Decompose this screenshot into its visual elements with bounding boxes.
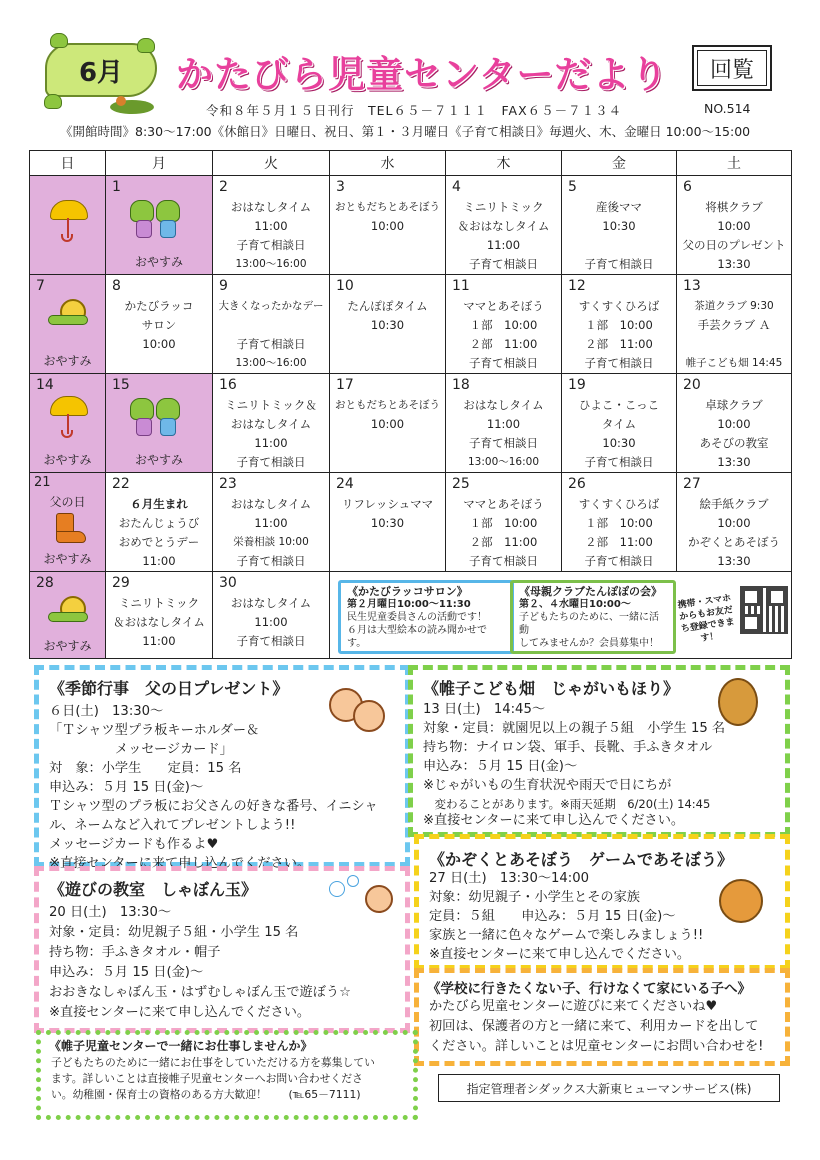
event-line: 13:30 [717, 554, 751, 568]
event-line: 10:00 [370, 219, 405, 233]
event-line: 子育て相談日 [469, 436, 538, 450]
section-potato [408, 665, 790, 837]
event-line: 10:00 [370, 417, 405, 431]
event-line: ２部 11:00 [585, 337, 653, 351]
event-line: １部 10:00 [469, 318, 538, 332]
event-line: 子育て相談日 [469, 356, 538, 370]
event-line: ＆おはなしタイム [457, 219, 550, 233]
section-title: 《帷子児童センターで一緒にお仕事しませんか》 [49, 1039, 313, 1053]
section-line: 持ち物：ナイロン袋、軍手、長靴、手ふきタオル [423, 740, 713, 755]
day-number: 5 [568, 179, 577, 195]
day-events [562, 297, 676, 373]
salon-info-box [338, 580, 514, 654]
event-line: ママとあそぼう [463, 497, 544, 511]
section-line: 「Ｔシャツ型プラ板キーホルダー＆ [49, 723, 260, 738]
day-number: 12 [568, 278, 586, 294]
event-line: 10:00 [717, 219, 751, 233]
event-line: 13:30 [717, 257, 751, 271]
event-line: おたんじょうび [118, 516, 200, 530]
event-line: 子育て相談日 [236, 554, 306, 568]
event-line: 10:30 [602, 436, 636, 450]
event-line: おともだちとあそぼう [335, 399, 440, 411]
calendar-week [30, 275, 792, 374]
event-line: かぞくとあそぼう [688, 535, 780, 549]
month-label: 6月 [78, 57, 124, 88]
section-line: 持ち物：手ふきタオル・帽子 [49, 945, 221, 960]
calendar-day [213, 473, 330, 572]
qr-code-icon [742, 588, 786, 632]
day-number: 21 [34, 475, 51, 490]
event-line: ＆おはなしタイム [113, 615, 205, 629]
day-events [213, 396, 329, 472]
snail-icon [46, 295, 90, 331]
event-line: 10:30 [602, 219, 636, 233]
qr-note: 携帯・スマホからもお友だち登録できます！ [677, 593, 736, 645]
section-line: 申込み：５月 15 日(金)～ [423, 759, 578, 774]
section-line: ※直接センターに来て申し込んでください。 [429, 947, 691, 962]
event-line: 10:00 [142, 337, 176, 351]
section-line: 対象・定員：幼児親子５組・小学生 15 名 [49, 925, 299, 940]
section-line: 定員：５組 申込み：５月 15 日(金)～ [429, 909, 676, 924]
salon-line: ６月は大型絵本の読み聞かせです。 [347, 625, 487, 649]
event-line: 10:30 [370, 318, 405, 332]
day-events [106, 297, 212, 354]
event-line: 10:30 [370, 516, 405, 530]
day-events [106, 495, 212, 571]
section-line: Ｔシャツ型のプラ板にお父さんの好きな番号、イニシャ [49, 799, 378, 814]
weekday: 木 [446, 151, 562, 176]
event-line: 10:00 [717, 417, 751, 431]
calendar-day [446, 374, 562, 473]
day-number: 18 [452, 377, 470, 393]
day-events [106, 594, 212, 651]
calendar-day [330, 176, 446, 275]
event-line: ２部 11:00 [585, 535, 653, 549]
calendar-day [446, 176, 562, 275]
event-line: ２部 11:00 [469, 535, 538, 549]
children-bubbles-icon [325, 875, 395, 915]
event-line: 産後ママ [596, 200, 642, 214]
section-title: 《帷子こども畑 じゃがいもほり》 [423, 679, 680, 698]
event-line: ミニリトミック [463, 200, 544, 214]
day-events [330, 297, 445, 335]
club-info-box [510, 580, 676, 654]
event-line: 11:00 [254, 436, 288, 450]
calendar-day [213, 176, 330, 275]
event-line: 子育て相談日 [469, 257, 538, 271]
calendar-week [30, 473, 792, 572]
calendar-day [30, 374, 106, 473]
calendar-day [30, 176, 106, 275]
section-line: 初回は、保護者の方と一緒に来て、利用カードを出して [429, 1019, 759, 1034]
day-number: 19 [568, 377, 586, 393]
closed-label: おやすみ [43, 354, 92, 368]
event-line: 11:00 [254, 219, 288, 233]
weekday: 日 [30, 151, 106, 176]
day-events [446, 198, 561, 274]
event-line: ２部 11:00 [469, 337, 538, 351]
club-schedule: 第２、４水曜日10:00～ [519, 599, 631, 610]
weekday-header [30, 151, 792, 176]
section-family [414, 834, 790, 970]
section-line: 20 日(土) 13:30～ [49, 905, 172, 920]
event-line: 11:00 [486, 238, 521, 252]
calendar-day [677, 275, 792, 374]
section-line: ます。詳しいことは直接帷子児童センターへお問い合わせくださ [51, 1072, 363, 1085]
calendar-day [562, 473, 677, 572]
opening-hours: 《開館時間》8:30～17:00《休館日》日曜日、祝日、第１・３月曜日《子育て相談日》毎週火、木、金曜日 10:00～15:00 [60, 124, 751, 139]
event-line: ミニリトミック [118, 596, 200, 610]
event-line: ミニリトミック＆ [225, 398, 317, 412]
event-line: 卓球クラブ [705, 398, 763, 412]
section-line: ル、ネームなど入れてプレゼントしよう!! [49, 818, 296, 833]
umbrella-icon [50, 200, 86, 246]
event-line: 栄養相談 10:00 [233, 536, 309, 548]
day-events [446, 297, 561, 373]
calendar-day [213, 275, 330, 374]
event-line: 大きくなったかなデー [218, 300, 324, 312]
event-line: おはなしタイム [463, 398, 544, 412]
club-title: 《母親クラブたんぽぽの会》 [519, 585, 662, 598]
club-line: 子どもたちのために、一緒に活動 [519, 612, 659, 636]
event-line: 子育て相談日 [236, 634, 306, 648]
closed-label: おやすみ [134, 453, 183, 467]
section-line: メッセージカード」 [49, 742, 233, 757]
bear-icon [719, 879, 763, 923]
day-number: 29 [112, 575, 130, 591]
calendar-notes [332, 574, 790, 660]
closed-label: おやすみ [43, 552, 92, 566]
weekday: 月 [106, 151, 213, 176]
event-line: おともだちとあそぼう [335, 201, 440, 213]
newsletter-title: かたびら児童センターだより [176, 53, 669, 96]
umbrella-icon [50, 396, 86, 442]
fathers-day-label: 父の日 [49, 495, 86, 509]
event-line: 子育て相談日 [469, 554, 538, 568]
calendar-day [213, 374, 330, 473]
weekday: 土 [677, 151, 792, 176]
calendar-day [106, 275, 213, 374]
event-line: 10:00 [717, 516, 751, 530]
event-line: タイム [601, 417, 637, 431]
event-line [677, 335, 791, 354]
event-line: 父の日のプレゼント [682, 238, 786, 252]
calendar-day [106, 572, 213, 659]
day-events [330, 495, 445, 533]
section-line: 申込み：５月 15 日(金)～ [49, 965, 204, 980]
event-line: リフレッシュママ [341, 497, 434, 511]
calendar-day [562, 176, 677, 275]
calendar-day [330, 374, 446, 473]
event-line: 帷子こども畑 14:45 [685, 357, 783, 369]
closed-label: おやすみ [134, 255, 183, 269]
day-events [330, 198, 445, 236]
event-line: 子育て相談日 [584, 455, 654, 469]
event-line: 11:00 [142, 634, 176, 648]
event-line: ひよこ・こっこ [578, 398, 660, 412]
section-line: ６日(土) 13:30～ [49, 704, 164, 719]
club-line: してみませんか？会員募集中！ [519, 638, 659, 649]
day-events [677, 396, 791, 472]
frogs-icon [130, 394, 186, 438]
section-bubbles [34, 866, 410, 1033]
event-line: 将棋クラブ [705, 200, 763, 214]
event-line [213, 316, 329, 335]
day-number: 13 [683, 278, 701, 294]
section-line: ※じゃがいもの生育状況や雨天で日にちが [423, 778, 672, 793]
section-line: おおきなしゃぼん玉・はずむしゃぼん玉で遊ぼう☆ [49, 985, 351, 1000]
event-line: 13:30 [717, 455, 751, 469]
publication-info: 令和８年５月１５日刊行 TEL６５－７１１１ FAX６５－７１３４ [206, 103, 623, 118]
day-number: 3 [336, 179, 345, 195]
day-number: 23 [219, 476, 237, 492]
section-line: ください。詳しいことは児童センターにお問い合わせを! [429, 1039, 764, 1054]
day-number: 6 [683, 179, 692, 195]
section-line: 申込み：５月 15 日(金)～ [49, 780, 204, 795]
day-number: 4 [452, 179, 461, 195]
day-number: 8 [112, 278, 121, 294]
day-events [677, 495, 791, 571]
event-line: おはなしタイム [230, 200, 312, 214]
day-number: 24 [336, 476, 354, 492]
event-line: 11:00 [142, 554, 176, 568]
section-school [414, 968, 790, 1066]
day-number: 2 [219, 179, 228, 195]
calendar-day [106, 374, 213, 473]
salon-title: 《かたびラッコサロン》 [347, 585, 468, 598]
salon-schedule: 第２月曜日10:00～11:30 [347, 599, 471, 610]
event-line: １部 10:00 [585, 318, 653, 332]
day-events [677, 198, 791, 274]
section-line: 対 象：小学生 定員：15 名 [49, 761, 242, 776]
event-line: かたびラッコ [124, 299, 194, 313]
section-line: ※直接センターに来て申し込んでください。 [49, 1005, 311, 1020]
day-number: 9 [219, 278, 228, 294]
event-line: 子育て相談日 [584, 257, 654, 271]
day-number: 30 [219, 575, 237, 591]
closed-label: おやすみ [43, 453, 92, 467]
day-number: 22 [112, 476, 130, 492]
event-line: 子育て相談日 [584, 554, 654, 568]
event-line: おめでとうデー [118, 535, 200, 549]
day-number: 26 [568, 476, 586, 492]
event-line: 子育て相談日 [236, 238, 306, 252]
day-number: 10 [336, 278, 354, 294]
day-events [562, 396, 676, 472]
day-number: 7 [36, 278, 45, 294]
day-events [446, 396, 561, 472]
day-number: 27 [683, 476, 701, 492]
calendar-day [446, 473, 562, 572]
day-events [446, 495, 561, 571]
header [0, 0, 820, 145]
calendar-day [30, 572, 106, 659]
event-line: 茶道クラブ 9:30 [694, 300, 774, 312]
section-title: 《季節行事 父の日プレゼント》 [49, 679, 289, 698]
day-events [213, 594, 329, 651]
day-events [213, 297, 329, 373]
day-events [677, 297, 791, 373]
day-events [330, 396, 445, 434]
section-line: 27 日(土) 13:30～14:00 [429, 871, 590, 886]
event-line: おはなしタイム [230, 596, 312, 610]
event-line: ６月生まれ [130, 497, 188, 511]
issue-number: NO.514 [704, 101, 751, 116]
event-line: たんぽぽタイム [347, 299, 428, 313]
calendar-day [30, 275, 106, 374]
calendar-day [677, 473, 792, 572]
salon-line: 民生児童委員さんの活動です！ [347, 612, 487, 623]
event-line: すくすくひろば [578, 299, 660, 313]
event-line: 絵手紙クラブ [699, 497, 769, 511]
event-line: 13:00～16:00 [235, 258, 307, 270]
day-number: 20 [683, 377, 701, 393]
frogs-icon [130, 196, 186, 240]
event-line: 手芸クラブ Ａ [697, 318, 771, 332]
operator-label: 指定管理者シダックス大新東ヒューマンサービス(株) [438, 1074, 780, 1102]
day-number: 11 [452, 278, 470, 294]
section-line: 家族と一緒に色々なゲームで楽しみましょう!! [429, 928, 704, 943]
event-line: 11:00 [486, 417, 521, 431]
snail-icon [46, 592, 90, 628]
event-line: １部 10:00 [585, 516, 653, 530]
calendar-day [213, 572, 330, 659]
calendar-day [330, 275, 446, 374]
day-number: 14 [36, 377, 54, 393]
event-line: 11:00 [254, 516, 288, 530]
event-line: ママとあそぼう [463, 299, 544, 313]
day-number: 1 [112, 179, 121, 195]
calendar-day [30, 473, 106, 572]
calendar-week [30, 176, 792, 275]
section-line: 子どもたちのために一緒にお仕事をしていただける方を募集してい [51, 1056, 375, 1069]
event-line: すくすくひろば [578, 497, 660, 511]
section-line: 13 日(土) 14:45～ [423, 702, 546, 717]
day-number: 16 [219, 377, 237, 393]
event-line: １部 10:00 [469, 516, 538, 530]
calendar-day [562, 275, 677, 374]
section-recruit [36, 1030, 418, 1120]
calendar-day [677, 176, 792, 275]
weekday: 水 [330, 151, 446, 176]
section-line: かたびら児童センターに遊びに来てくださいね♥ [429, 999, 718, 1014]
day-events [562, 495, 676, 571]
rain-boot-icon [52, 513, 86, 545]
day-number: 28 [36, 575, 54, 591]
day-number: 17 [336, 377, 354, 393]
calendar-day [677, 374, 792, 473]
event-line: 11:00 [254, 615, 288, 629]
section-title: 《かぞくとあそぼう ゲームであそぼう》 [429, 850, 734, 869]
section-line: メッセージカードも作るよ♥ [49, 837, 219, 852]
event-line: 子育て相談日 [236, 455, 306, 469]
circulation-stamp: 回覧 [692, 45, 772, 91]
weekday: 火 [213, 151, 330, 176]
section-line: ※直接センターに来て申し込んでください。 [49, 856, 311, 871]
event-line: 子育て相談日 [236, 337, 306, 351]
frog-icon [50, 33, 68, 48]
section-line: い。幼稚園・保育士の資格のある方大歓迎！ (℡65－7111) [51, 1088, 361, 1101]
event-line [562, 236, 676, 255]
section-line: 変わることがあります。※雨天延期 6/20(土) 14:45 [423, 797, 711, 811]
frog-icon [44, 94, 62, 109]
weekday: 金 [562, 151, 677, 176]
snail-icon [116, 96, 126, 106]
family-illustration-icon [329, 688, 389, 734]
section-line: 対象・定員：就園児以上の親子５組 小学生 15 名 [423, 721, 726, 736]
calendar-day [562, 374, 677, 473]
section-line: 対象：幼児親子・小学生とその家族 [429, 890, 640, 905]
day-number: 15 [112, 377, 130, 393]
event-line: あそびの教室 [699, 436, 769, 450]
calendar-week [30, 374, 792, 473]
day-events [213, 495, 329, 571]
calendar-day [446, 275, 562, 374]
calendar-day [106, 176, 213, 275]
event-line: 子育て相談日 [584, 356, 654, 370]
frog-icon [137, 38, 155, 53]
event-line: サロン [141, 318, 177, 332]
event-line: 13:00～16:00 [235, 357, 307, 369]
calendar-day [106, 473, 213, 572]
day-events [562, 198, 676, 274]
section-line: ※直接センターに来て申し込んでください。 [423, 813, 685, 828]
closed-label: おやすみ [43, 639, 92, 653]
calendar-day [330, 473, 446, 572]
event-line: 13:00～16:00 [467, 456, 540, 468]
day-events [213, 198, 329, 274]
section-fathers-day [34, 665, 410, 871]
event-line: おはなしタイム [230, 417, 312, 431]
section-title: 《学校に行きたくない子、行けなくて家にいる子へ》 [427, 981, 751, 997]
day-number: 25 [452, 476, 470, 492]
section-title: 《遊びの教室 しゃぼん玉》 [49, 880, 258, 899]
event-line: おはなしタイム [230, 497, 312, 511]
